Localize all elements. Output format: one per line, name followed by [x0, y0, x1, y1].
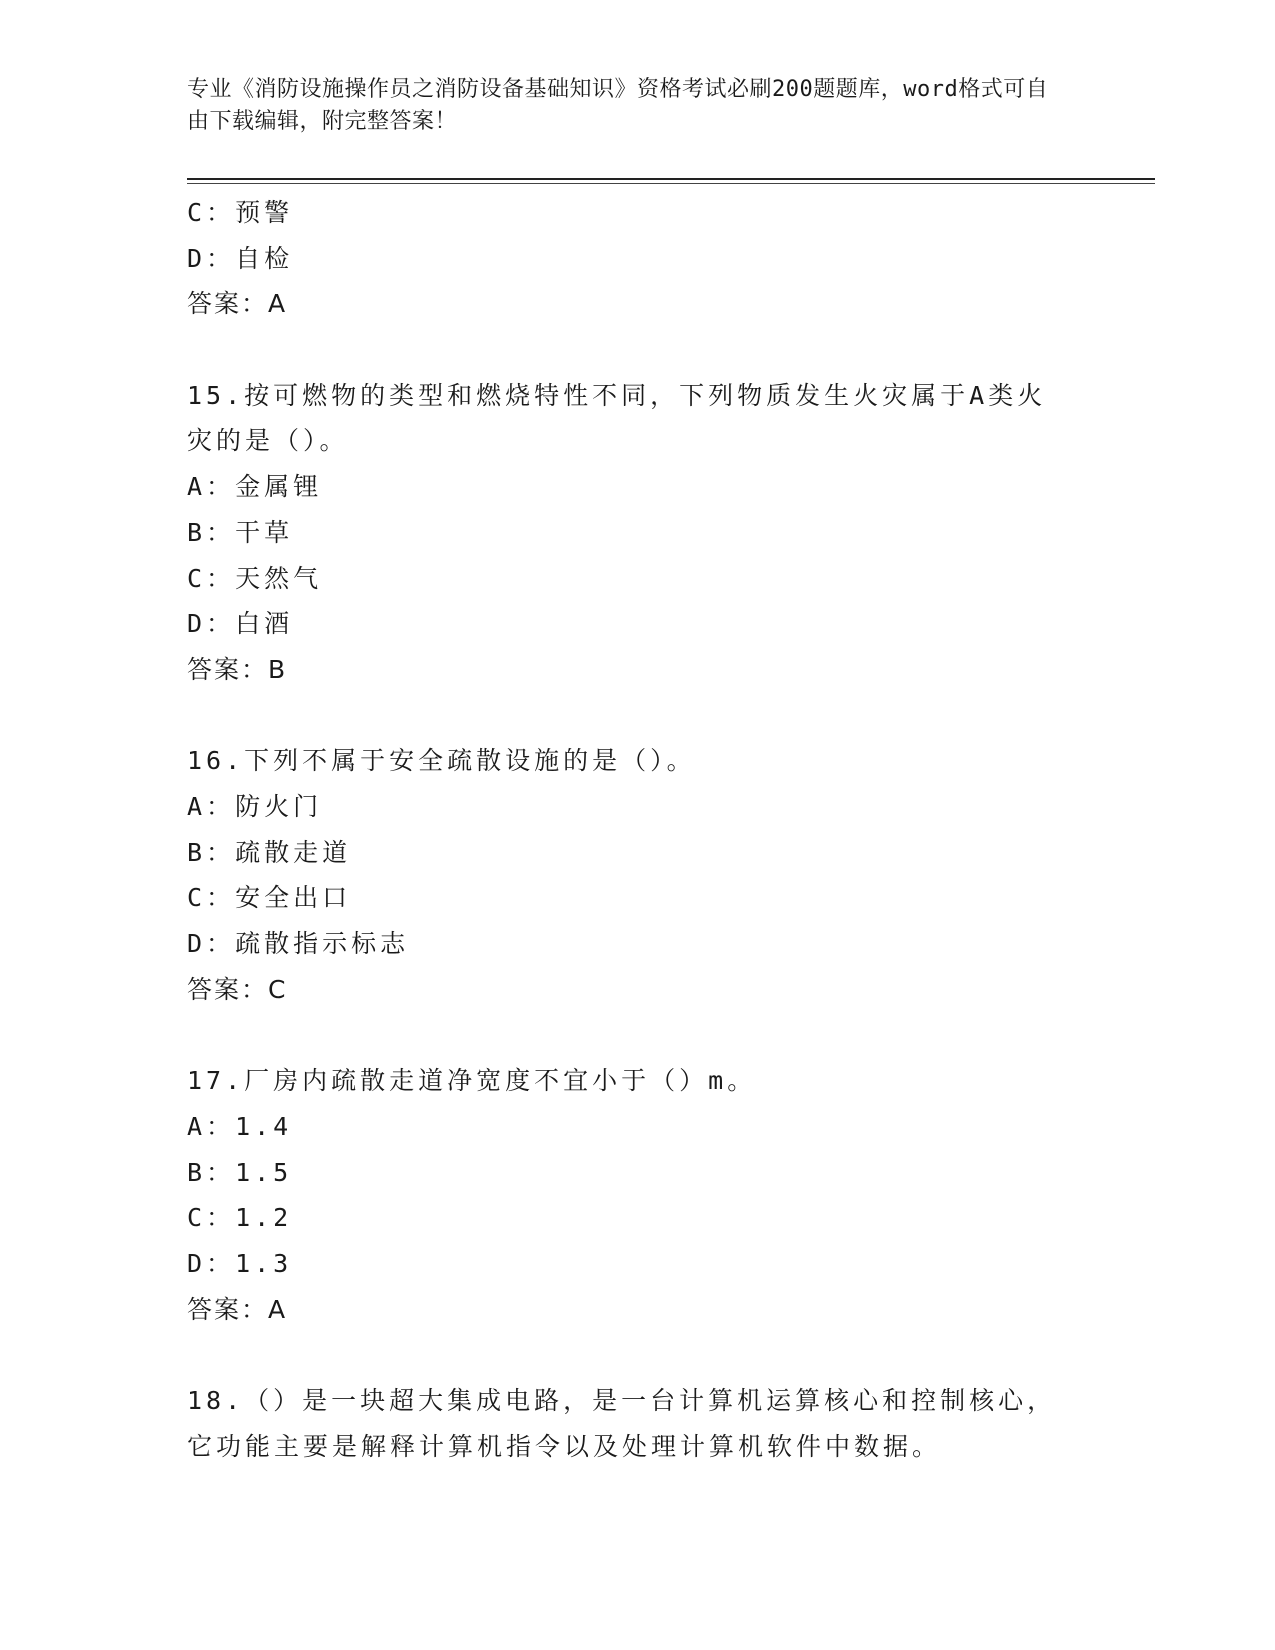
question-list: [187, 190, 1087, 1469]
option-a: A：防火门: [187, 791, 323, 821]
option-b: B：干草: [187, 517, 294, 547]
answer: 答案：A: [187, 1294, 288, 1324]
option-d: D：疏散指示标志: [187, 929, 410, 959]
question-text: 16.下列不属于安全疏散设施的是（）。: [187, 746, 696, 776]
question-text: 18.（）是一块超大集成电路，是一台计算机运算核心和控制核心，它功能主要是解释计算机指令以及处理计算机软件中数据。: [187, 1385, 1057, 1461]
header-text: 专业《消防设施操作员之消防设备基础知识》资格考试必刷200题题库，word格式可自由下载编辑，附完整答案！: [187, 77, 1049, 134]
option-c: C：安全出口: [187, 883, 352, 913]
question-18: [187, 1378, 1087, 1469]
question-16: [187, 738, 1087, 1012]
option-a: A：1.4: [187, 1111, 293, 1141]
option-d: D：1.3: [187, 1248, 293, 1278]
option-c: C：1.2: [187, 1203, 293, 1233]
page-header: [187, 74, 1067, 138]
question-text: 17.厂房内疏散走道净宽度不宜小于（）m。: [187, 1066, 757, 1096]
header-divider: [187, 178, 1155, 180]
option-c: C：预警: [187, 198, 294, 227]
option-d: D：自检: [187, 243, 294, 273]
option-d: D：白酒: [187, 609, 294, 639]
question-17: [187, 1058, 1087, 1332]
question-15: [187, 373, 1087, 693]
answer: 答案：C: [187, 974, 288, 1004]
option-a: A：金属锂: [187, 472, 323, 502]
answer: 答案：A: [187, 289, 288, 319]
answer: 答案：B: [187, 654, 288, 684]
option-b: B：1.5: [187, 1157, 293, 1187]
question-text: 15.按可燃物的类型和燃烧特性不同，下列物质发生火灾属于A类火灾的是（）。: [187, 380, 1047, 456]
header-divider-thin: [187, 183, 1155, 184]
option-b: B：疏散走道: [187, 837, 352, 867]
question-14-tail: [187, 190, 1087, 327]
option-c: C：天然气: [187, 563, 323, 593]
